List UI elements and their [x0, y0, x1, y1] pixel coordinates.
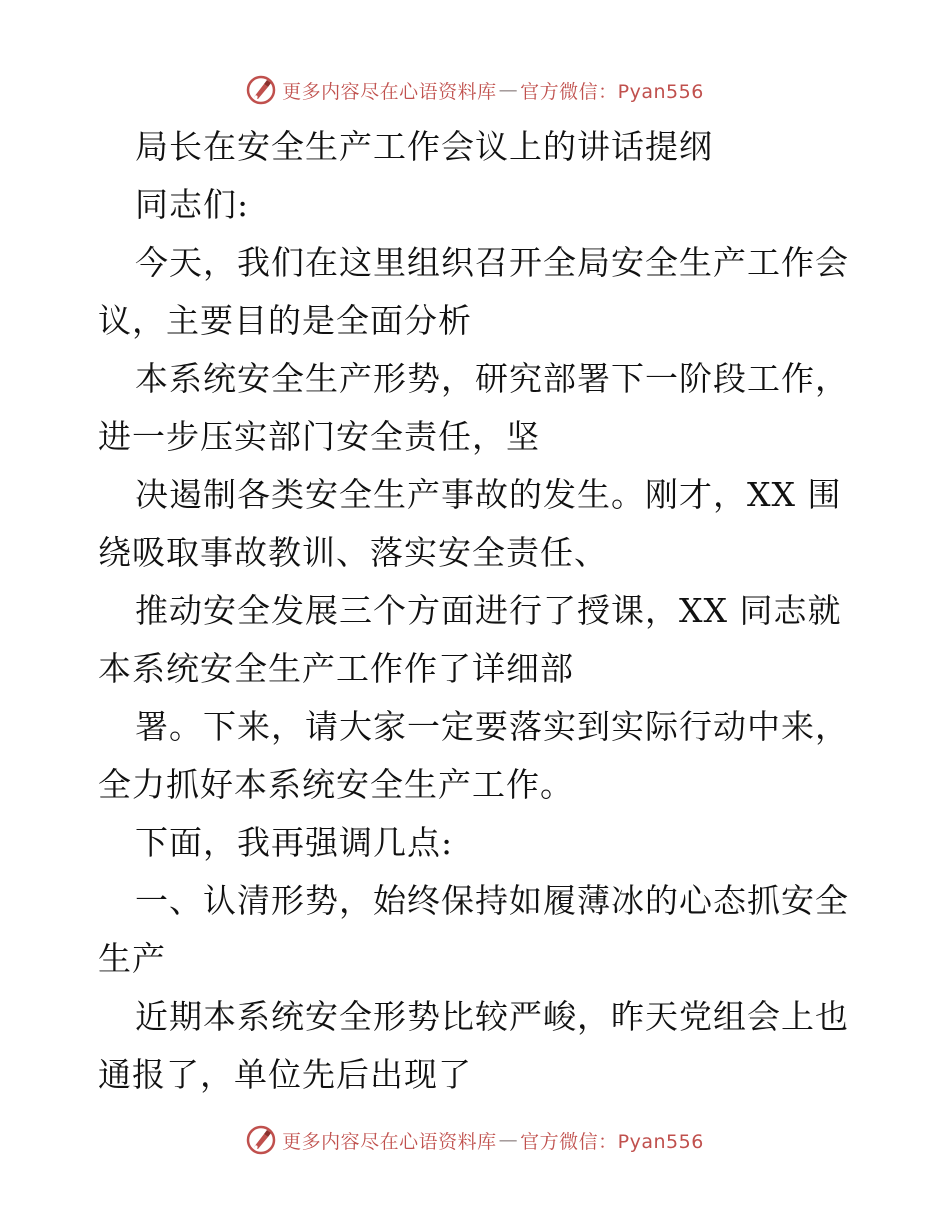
header-watermark	[0, 70, 950, 110]
paragraph: 推动安全发展三个方面进行了授课，XX 同志就本系统安全生产工作作了详细部	[98, 591, 842, 688]
watermark-main-text: 更多内容尽在心语资料库	[282, 1130, 497, 1153]
paragraph: 近期本系统安全形势比较严峻，昨天党组会上也通报了，单位先后出现了	[98, 997, 849, 1094]
document-body	[98, 118, 858, 1108]
paragraph: 下面，我再强调几点:	[135, 823, 454, 862]
pen-nib-logo-icon	[246, 75, 276, 105]
paragraph: 本系统安全生产形势，研究部署下一阶段工作，进一步压实部门安全责任，坚	[98, 359, 849, 456]
section-heading: 一、认清形势，始终保持如履薄冰的心态抓安全生产	[98, 881, 849, 978]
watermark-contact-text: 官方微信：Pyan556	[520, 80, 704, 103]
watermark-dash: —	[498, 1129, 519, 1151]
paragraph: 决遏制各类安全生产事故的发生。刚才，XX 围绕吸取事故教训、落实安全责任、	[98, 475, 842, 572]
paragraph: 署。下来，请大家一定要落实到实际行动中来，全力抓好本系统安全生产工作。	[98, 707, 849, 804]
document-title: 局长在安全生产工作会议上的讲话提纲	[135, 127, 713, 166]
paragraph: 今天，我们在这里组织召开全局安全生产工作会议，主要目的是全面分析	[98, 243, 849, 340]
watermark-contact-text: 官方微信：Pyan556	[520, 1130, 704, 1153]
pen-nib-logo-icon	[246, 1125, 276, 1155]
paragraph: 同志们:	[135, 185, 250, 224]
footer-watermark	[0, 1120, 950, 1160]
watermark-main-text: 更多内容尽在心语资料库	[282, 80, 497, 103]
watermark-dash: —	[498, 79, 519, 101]
